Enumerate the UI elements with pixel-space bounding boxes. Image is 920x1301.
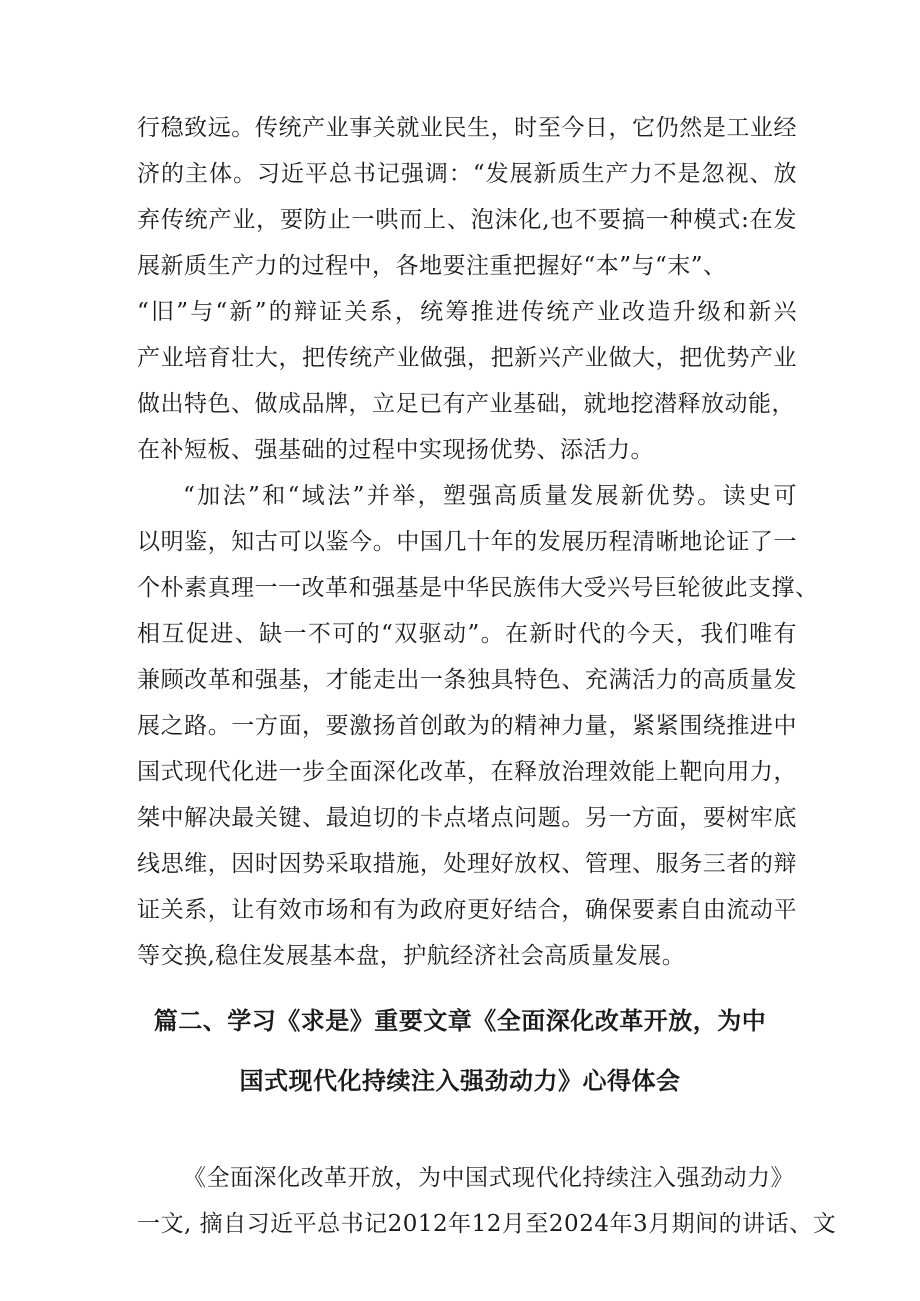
paragraph-line: 线思维，因时因势采取措施，处理好放权、管理、服务三者的辩 xyxy=(137,851,797,877)
heading-line-1: 篇二、学习《求是》重要文章《全面深化改革开放，为中 xyxy=(153,1007,767,1035)
paragraph-line: 做出特色、做成品牌，立足已有产业基础，就地挖潜释放动能， xyxy=(137,391,795,417)
heading-line-2: 国式现代化持续注入强劲动力》心得体会 xyxy=(239,1067,681,1095)
paragraph-line: 行稳致远。传统产业事关就业民生，时至今日，它仍然是工业经 xyxy=(137,115,797,141)
paragraph-line: 国式现代化进一步全面深化改革，在释放治理效能上靶向用力， xyxy=(137,759,797,785)
paragraph-line: 一文, 摘自习近平总书记2012年12月至2024年3月期间的讲话、文 xyxy=(137,1211,837,1237)
paragraph-line: 等交换,稳住发展基本盘，护航经济社会高质量发展。 xyxy=(137,943,686,969)
paragraph-line: 兼顾改革和强基，才能走出一条独具特色、充满活力的高质量发 xyxy=(137,667,797,693)
paragraph-line: 桀中解决最关键、最迫切的卡点堵点问题。另一方面，要树牢底 xyxy=(137,805,797,831)
paragraph-line: “加法”和“域法”并举，塑强高质量发展新优势。读史可 xyxy=(183,483,797,509)
paragraph-line: 展新质生产力的过程中，各地要注重把握好“本”与“末”、 xyxy=(137,253,727,279)
paragraph-line: 证关系，让有效市场和有为政府更好结合，确保要素自由流动平 xyxy=(137,897,797,923)
paragraph-line: 济的主体。习近平总书记强调：“发展新质生产力不是忽视、放 xyxy=(137,161,797,187)
paragraph-line: 展之路。一方面，要激扬首创敢为的精神力量，紧紧围绕推进中 xyxy=(137,713,797,739)
paragraph-line: “旧”与“新”的辩证关系，统筹推进传统产业改造升级和新兴 xyxy=(137,299,797,325)
paragraph-line: 弃传统产业，要防止一哄而上、泡沫化,也不要搞一种模式:在发 xyxy=(137,207,797,233)
paragraph-line: 相互促进、缺一不可的“双驱动”。在新时代的今天，我们唯有 xyxy=(137,621,797,647)
paragraph-line: 以明鉴，知古可以鉴今。中国几十年的发展历程清晰地论证了一 xyxy=(137,529,797,555)
paragraph-line: 个朴素真理一一改革和强基是中华民族伟大受兴号巨轮彼此支撑、 xyxy=(137,575,819,601)
paragraph-line: 《全面深化改革开放，为中国式现代化持续注入强劲动力》 xyxy=(183,1165,794,1191)
paragraph-line: 在补短板、强基础的过程中实现扬优势、添活力。 xyxy=(137,437,654,463)
paragraph-line: 产业培育壮大，把传统产业做强，把新兴产业做大，把优势产业 xyxy=(137,345,797,371)
